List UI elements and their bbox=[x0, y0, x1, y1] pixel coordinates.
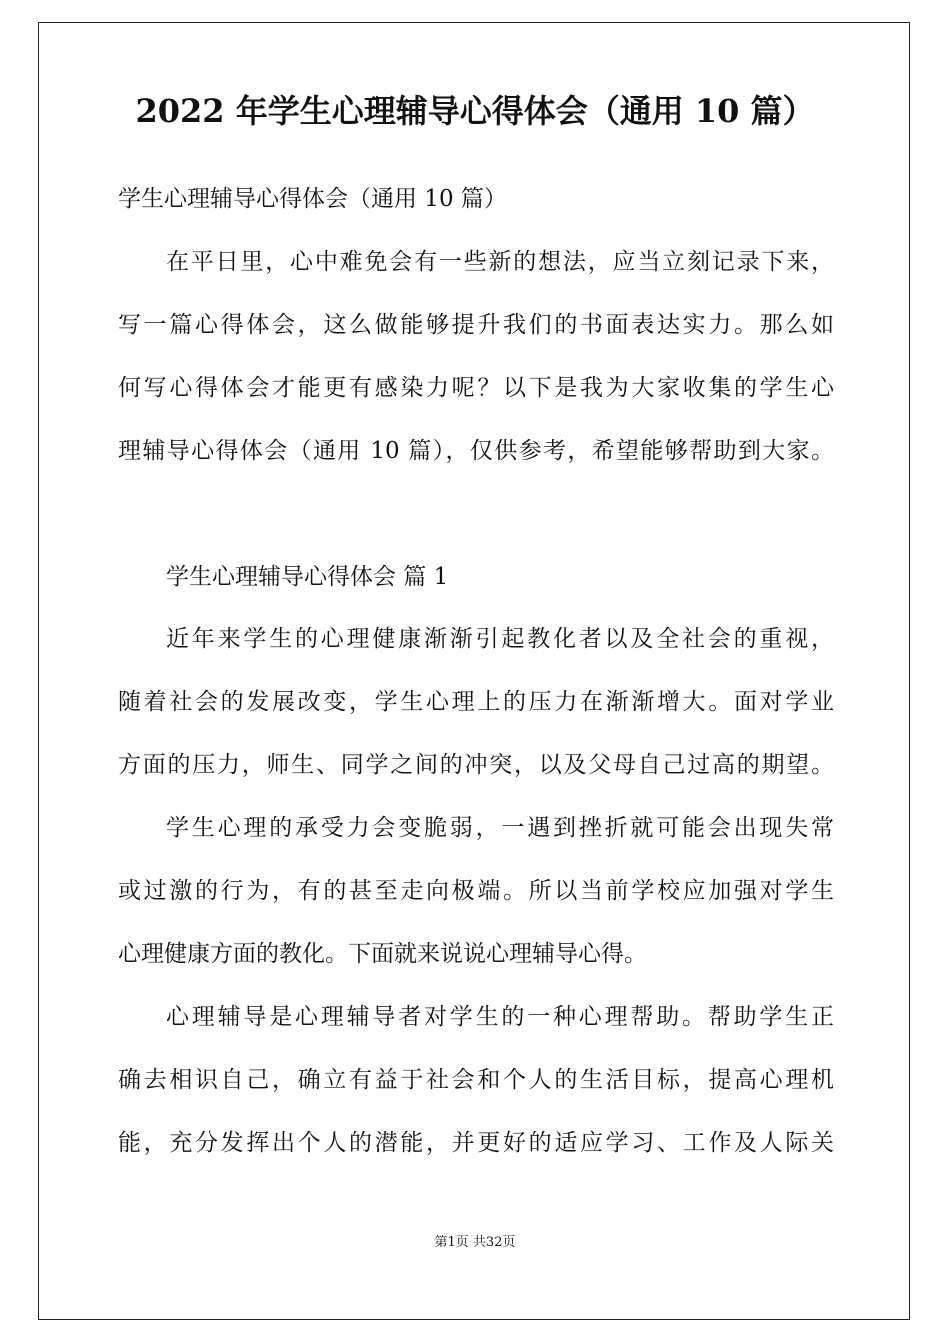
paragraph1-line-1: 近年来学生的心理健康渐渐引起教化者以及全社会的重视， bbox=[166, 626, 834, 652]
page-number-footer: 第1页 共32页 bbox=[434, 1235, 516, 1250]
intro-line-1: 在平日里，心中难免会有一些新的想法，应当立刻记录下来， bbox=[166, 249, 834, 275]
document-subtitle: 学生心理辅导心得体会（通用 10 篇） bbox=[118, 186, 507, 212]
section-heading: 学生心理辅导心得体会 篇 1 bbox=[166, 564, 449, 590]
paragraph2-line-3: 心理健康方面的教化。下面就来说说心理辅导心得。 bbox=[118, 941, 647, 967]
intro-line-4: 理辅导心得体会（通用 10 篇），仅供参考，希望能够帮助到大家。 bbox=[118, 438, 834, 464]
document-title: 2022 年学生心理辅导心得体会（通用 10 篇） bbox=[135, 92, 815, 130]
paragraph3-line-3: 能，充分发挥出个人的潜能，并更好的适应学习、工作及人际关 bbox=[118, 1130, 834, 1156]
paragraph3-line-1: 心理辅导是心理辅导者对学生的一种心理帮助。帮助学生正 bbox=[166, 1004, 834, 1030]
intro-line-3: 何写心得体会才能更有感染力呢？以下是我为大家收集的学生心 bbox=[118, 375, 834, 401]
paragraph2-line-1: 学生心理的承受力会变脆弱，一遇到挫折就可能会出现失常 bbox=[166, 815, 834, 841]
paragraph1-line-2: 随着社会的发展改变，学生心理上的压力在渐渐增大。面对学业 bbox=[118, 689, 834, 715]
paragraph1-line-3: 方面的压力，师生、同学之间的冲突，以及父母自己过高的期望。 bbox=[118, 752, 834, 778]
paragraph3-line-2: 确去相识自己，确立有益于社会和个人的生活目标，提高心理机 bbox=[118, 1067, 834, 1093]
paragraph2-line-2: 或过激的行为，有的甚至走向极端。所以当前学校应加强对学生 bbox=[118, 878, 834, 904]
intro-line-2: 写一篇心得体会，这么做能够提升我们的书面表达实力。那么如 bbox=[118, 312, 834, 338]
